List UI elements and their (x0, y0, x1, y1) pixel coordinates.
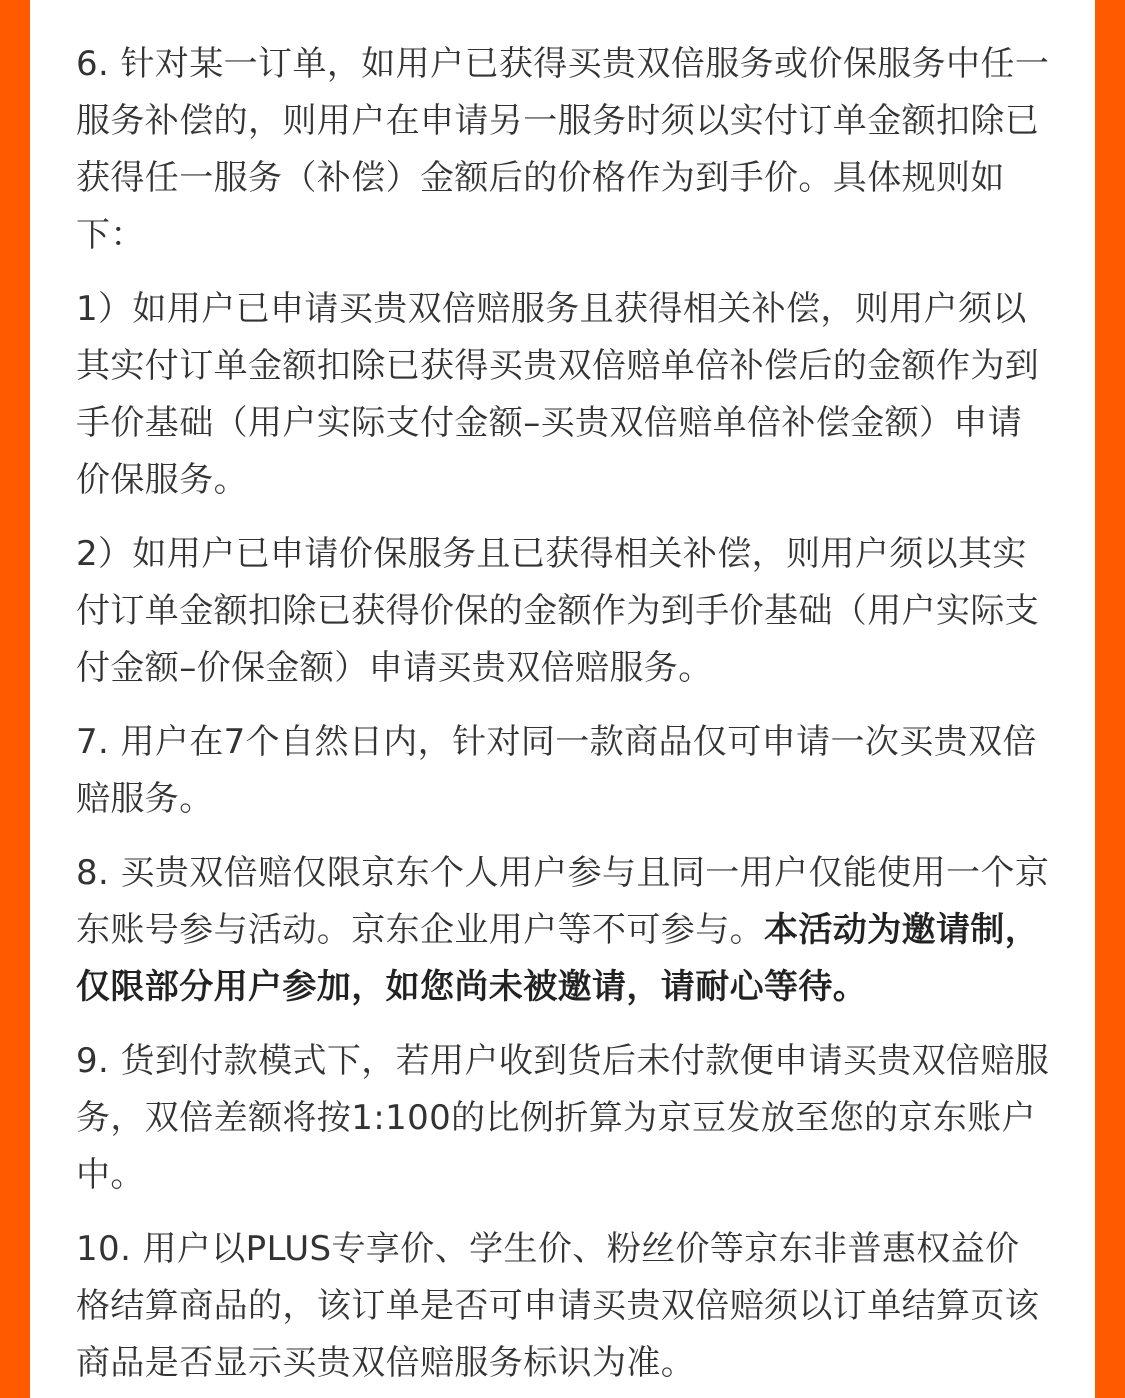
rule-7: 7. 用户在7个自然日内，针对同一款商品仅可申请一次买贵双倍赔服务。 (76, 722, 1037, 819)
rules-content (76, 36, 1051, 1398)
rule-6: 6. 针对某一订单，如用户已获得买贵双倍服务或价保服务中任一服务补偿的，则用户在申请另一服务时须以实付订单金额扣除已获得任一服务（补偿）金额后的价格作为到手价。具体规则如下： (76, 44, 1050, 255)
rule-10: 10. 用户以PLUS专享价、学生价、粉丝价等京东非普惠权益价格结算商品的，该订单是否可申请买贵双倍赔须以订单结算页该商品是否显示买贵双倍赔服务标识为准。 (76, 1229, 1040, 1383)
rule-8-text: 8. 买贵双倍赔仅限京东个人用户参与且同一用户仅能使用一个京东账号参与活动。京东企业用户等不可参与。 (76, 853, 1050, 950)
rule-6-item-1: 1）如用户已申请买贵双倍赔服务且获得相关补偿，则用户须以其实付订单金额扣除已获得买贵双倍赔单倍补偿后的金额作为到手价基础（用户实际支付金额–买贵双倍赔单倍补偿金额）申请价保服务。 (76, 289, 1040, 500)
rules-card (30, 0, 1095, 1398)
rule-9: 9. 货到付款模式下，若用户收到货后未付款便申请买贵双倍赔服务，双倍差额将按1:100的比例折算为京豆发放至您的京东账户中。 (76, 1041, 1050, 1195)
rule-6-item-2: 2）如用户已申请价保服务且已获得相关补偿，则用户须以其实付订单金额扣除已获得价保的金额作为到手价基础（用户实际支付金额–价保金额）申请买贵双倍赔服务。 (76, 534, 1040, 688)
rule-8-bold-notice: 本活动为邀请制，仅限部分用户参加，如您尚未被邀请，请耐心等待。 (76, 910, 1040, 1007)
rule-8 (76, 845, 1051, 1016)
